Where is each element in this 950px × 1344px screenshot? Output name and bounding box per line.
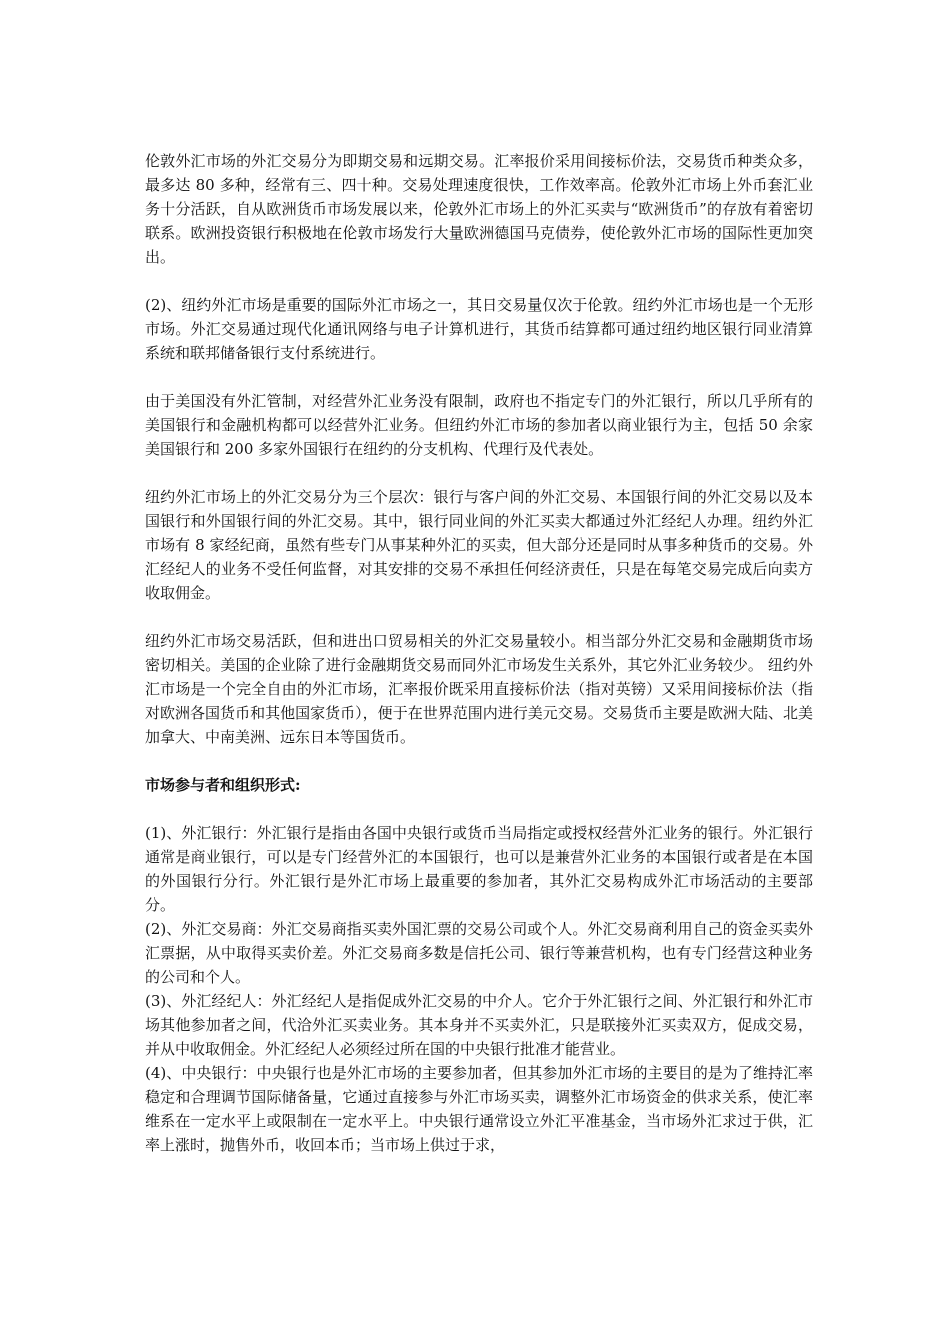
paragraph-trading-activity: 纽约外汇市场交易活跃，但和进出口贸易相关的外汇交易量较小。相当部分外汇交易和金融期货市场密切相关。美国的企业除了进行金融期货交易而同外汇市场发生关系外，其它外汇业务较少。 纽约外汇市场是一个完全自由的外汇市场，汇率报价既采用直接标价法（指对英镑）又采用间接标价法（指对欧洲各国货币和其他国家货币），便于在世界范围内进行美元交易。交易货币主要是欧洲大陆、北美加拿大、中南美洲、远东日本等国货币。 (145, 632, 813, 746)
paragraph-spacer (145, 605, 813, 629)
paragraph-spacer (145, 797, 813, 821)
section-heading: 市场参与者和组织形式: (145, 776, 301, 794)
paragraph-spacer (145, 461, 813, 485)
list-item-central-banks: (4)、中央银行：中央银行也是外汇市场的主要参加者，但其参加外汇市场的主要目的是为了维持汇率稳定和合理调节国际储备量，它通过直接参与外汇市场买卖，调整外汇市场资金的供求关系，使汇率维系在一定水平上或限制在一定水平上。中央银行通常设立外汇平准基金，当市场外汇求过于供，汇率上涨时，抛售外币，收回本币；当市场上供过于求， (145, 1064, 813, 1154)
document-body (145, 149, 813, 1157)
paragraph-spacer (145, 749, 813, 773)
paragraph-new-york-market: (2)、纽约外汇市场是重要的国际外汇市场之一，其日交易量仅次于伦敦。纽约外汇市场也是一个无形市场。外汇交易通过现代化通讯网络与电子计算机进行，其货币结算都可通过纽约地区银行同业清算系统和联邦储备银行支付系统进行。 (145, 296, 813, 362)
paragraph-trading-levels: 纽约外汇市场上的外汇交易分为三个层次：银行与客户间的外汇交易、本国银行间的外汇交易以及本国银行和外国银行间的外汇交易。其中，银行同业间的外汇买卖大都通过外汇经纪人办理。纽约外汇市场有 8 家经纪商，虽然有些专门从事某种外汇的买卖，但大部分还是同时从事多种货币的交易。外汇经纪人的业务不受任何监督，对其安排的交易不承担任何经济责任，只是在每笔交易完成后向卖方收取佣金。 (145, 488, 813, 602)
paragraph-spacer (145, 365, 813, 389)
paragraph-us-regulation: 由于美国没有外汇管制，对经营外汇业务没有限制，政府也不指定专门的外汇银行，所以几乎所有的美国银行和金融机构都可以经营外汇业务。但纽约外汇市场的参加者以商业银行为主，包括 50 余家美国银行和 200 多家外国银行在纽约的分支机构、代理行及代表处。 (145, 392, 813, 458)
paragraph-london-market: 伦敦外汇市场的外汇交易分为即期交易和远期交易。汇率报价采用间接标价法，交易货币种类众多，最多达 80 多种，经常有三、四十种。交易处理速度很快，工作效率高。伦敦外汇市场上外币套汇业务十分活跃，自从欧洲货币市场发展以来，伦敦外汇市场上的外汇买卖与“欧洲货币”的存放有着密切联系。欧洲投资银行积极地在伦敦市场发行大量欧洲德国马克债券，使伦敦外汇市场的国际性更加突出。 (145, 152, 813, 266)
paragraph-spacer (145, 269, 813, 293)
list-item-foreign-exchange-brokers: (3)、外汇经纪人：外汇经纪人是指促成外汇交易的中介人。它介于外汇银行之间、外汇银行和外汇市场其他参加者之间，代洽外汇买卖业务。其本身并不买卖外汇，只是联接外汇买卖双方，促成交易，并从中收取佣金。外汇经纪人必须经过所在国的中央银行批准才能营业。 (145, 992, 813, 1058)
list-item-foreign-exchange-banks: (1)、外汇银行：外汇银行是指由各国中央银行或货币当局指定或授权经营外汇业务的银行。外汇银行通常是商业银行，可以是专门经营外汇的本国银行，也可以是兼营外汇业务的本国银行或者是在本国的外国银行分行。外汇银行是外汇市场上最重要的参加者，其外汇交易构成外汇市场活动的主要部分。 (145, 824, 813, 914)
list-item-foreign-exchange-dealers: (2)、外汇交易商：外汇交易商指买卖外国汇票的交易公司或个人。外汇交易商利用自己的资金买卖外汇票据，从中取得买卖价差。外汇交易商多数是信托公司、银行等兼营机构，也有专门经营这种业务的公司和个人。 (145, 920, 813, 986)
